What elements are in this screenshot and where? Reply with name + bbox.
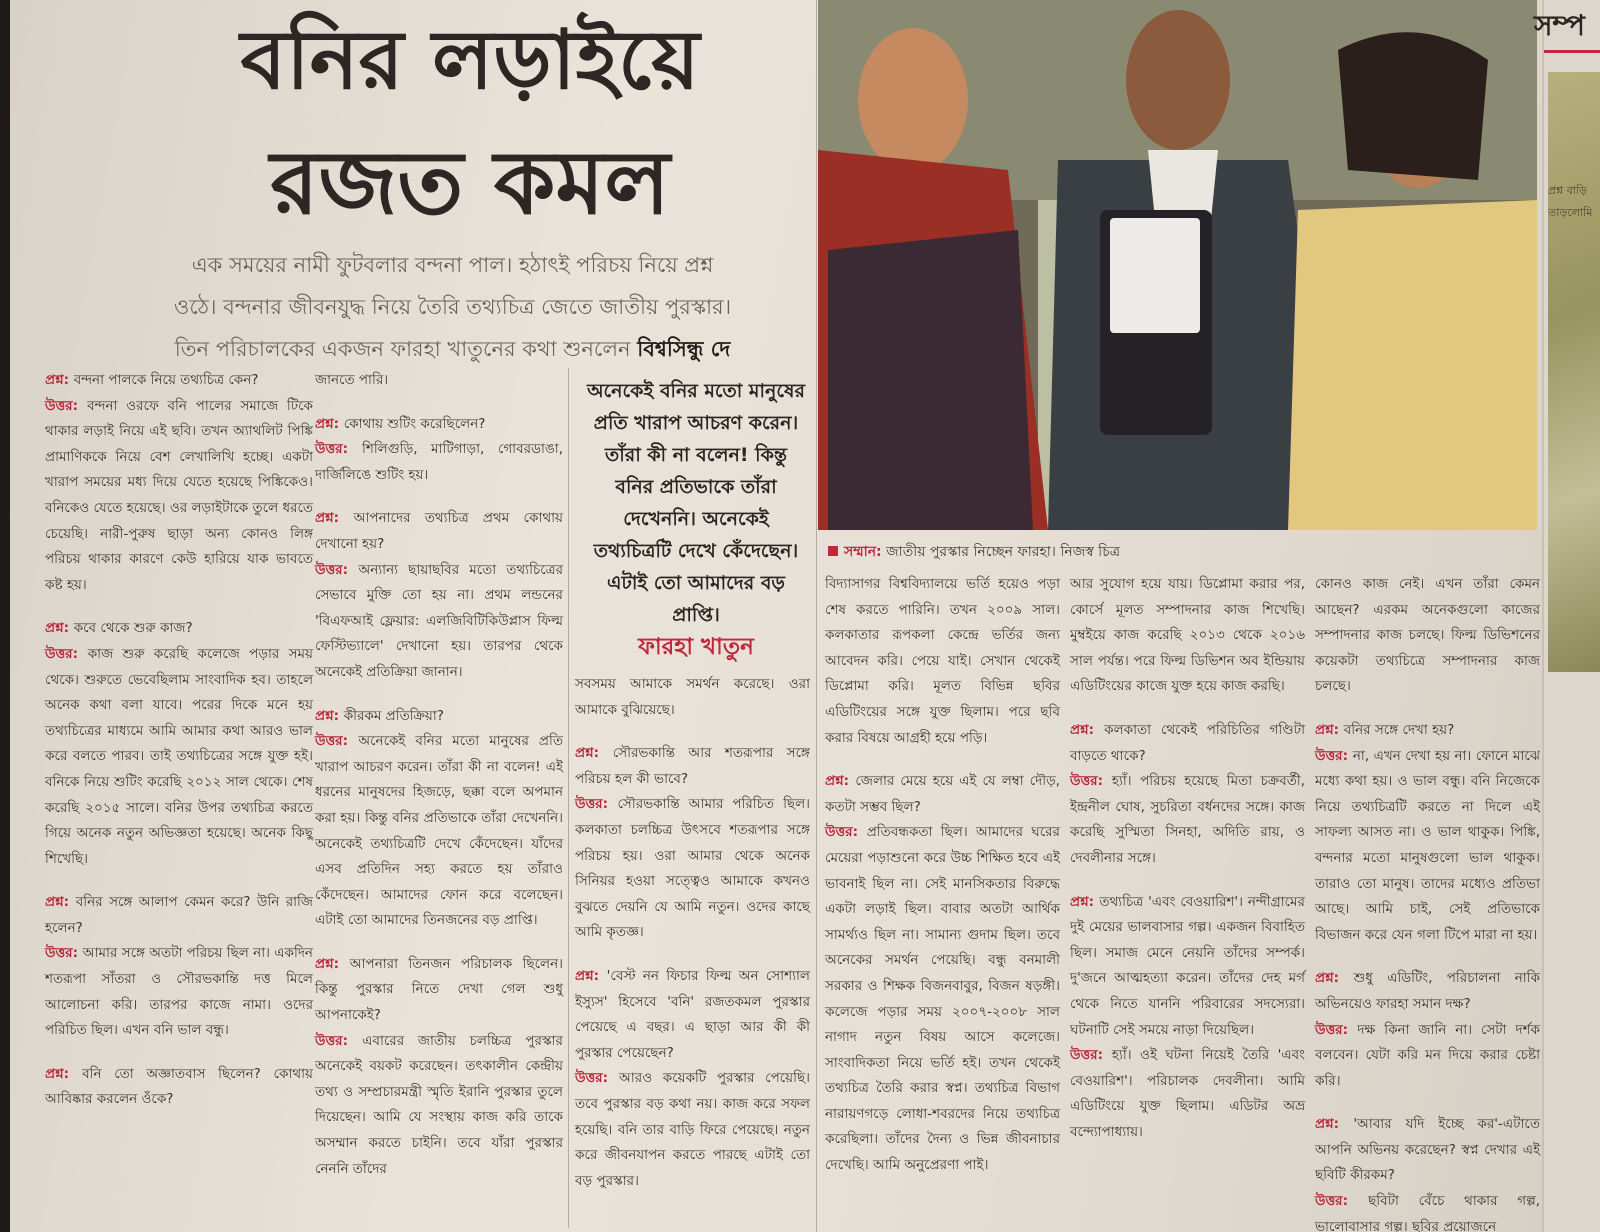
qa-paragraph	[315, 368, 563, 394]
qa-paragraph	[45, 616, 313, 872]
question-text: কোথায় শুটিং করেছিলেন?	[343, 415, 486, 432]
question-label: প্রশ্ন:	[315, 415, 344, 432]
answer-label: উত্তর:	[315, 561, 359, 578]
award-photo-image	[818, 0, 1537, 530]
headline	[125, 5, 815, 241]
photo-caption	[828, 540, 1528, 564]
deck-line-3	[90, 328, 815, 370]
qa-paragraph	[1070, 572, 1305, 700]
qa-paragraph	[315, 412, 563, 489]
body-text: জানতে পারি।	[315, 372, 389, 388]
qa-paragraph	[1315, 1112, 1540, 1232]
answer-label: উত্তর:	[575, 1070, 620, 1087]
answer-label: উত্তর:	[45, 945, 83, 962]
question-label: প্রশ্ন:	[45, 894, 76, 911]
answer-label: উত্তর:	[1070, 773, 1112, 790]
question-text: কবে থেকে শুরু কাজ?	[73, 620, 193, 637]
question-label: প্রশ্ন:	[1315, 970, 1354, 987]
deck-intro	[90, 244, 815, 370]
pull-quote: অনেকেই বনির মতো মানুষের প্রতি খারাপ আচরণ করেন। তাঁরা কী না বলেন! কিন্তু বনির প্রতিভাকে তাঁরা দেখেননি। অনেকেই তথ্যচিত্রটি দেখে কেঁদেছেন। এটাই তো আমাদের বড় প্রাপ্তি।	[587, 380, 805, 626]
caption-text: জাতীয় পুরস্কার নিচ্ছেন ফারহা। নিজস্ব চিত্র	[886, 544, 1121, 560]
answer-text: আরও কয়েকটি পুরস্কার পেয়েছি। তবে পুরস্কার বড় কথা নয়। কাজ করে সফল হয়েছি। বনি তার বাড়ি ফিরে পেয়েছে। নতুন করে জীবনযাপন করতে পারছে এটাই তো বড় পুরস্কার।	[575, 1070, 811, 1189]
qa-paragraph	[575, 964, 810, 1194]
question-label: প্রশ্ন:	[1315, 1116, 1354, 1133]
adjacent-text: প্রশ্ন বাড়ি তাড়লোমি	[1548, 184, 1593, 219]
answer-text: দক্ষ কিনা জানি না। সেটা দর্শক বলবেন। যেটা করি মন দিয়ে করার চেষ্টা করি।	[1315, 1021, 1541, 1089]
newspaper-page	[10, 0, 1600, 1232]
question-label: প্রশ্ন:	[825, 773, 856, 790]
answer-text: অনেকেই বনির মতো মানুষের প্রতি খারাপ আচরণ করেন। তাঁরা কী না বলেন! এই ধরনের মানুষদের হিজড়ে, ছক্কা বলে অপমান করা হয়। কিন্তু বনির প্রতিভাকে তাঁরা দেখেননি। অনেকেই তথ্যচিত্রটি দেখে কেঁদেছেন। যাঁদের এসব প্রতিদিন সহ্য করতে হয় তাঁরাও কেঁদেছেন। আমাদের ফোন করে বলেছেন। এটাই তো আমাদের তিনজনের বড় প্রাপ্তি।	[315, 733, 564, 929]
qa-paragraph	[575, 672, 810, 723]
qa-paragraph	[315, 952, 563, 1182]
qa-paragraph	[45, 890, 313, 1044]
question-label: প্রশ্ন:	[1315, 721, 1344, 738]
question-text: বনির সঙ্গে দেখা হয়?	[1343, 721, 1455, 738]
body-text: কোনও কাজ নেই। এখন তাঁরা কেমন আছেন? এরকম অনেকগুলো কাজের সম্পাদনার কাজ চলছে। ফিল্ম ডিভিশনের কয়েকটা তথ্যচিত্রে সম্পাদনার কাজ চলছে।	[1315, 576, 1540, 695]
answer-text: প্রতিবন্ধকতা ছিল। আমাদের ঘরের মেয়েরা পড়াশুনো করে উচ্চ শিক্ষিত হবে এই ভাবনাই ছিল না। সেই মানসিকতার বিরুদ্ধে একটা লড়াই ছিল। বাবার অতটা আর্থিক সামর্থ্যও ছিল না। সামান্য গুদাম ছিল। তবে অনেকের সমর্থন পেয়েছি। বন্ধু বনমালী সরকার ও শিক্ষক বিজনবাবুর, বিজন ষড়ঙ্গী। কলেজে পড়ার সময় ২০০৭-২০০৮ সাল নাগাদ নতুন বিষয় আসে কলেজে। সাংবাদিকতা নিয়ে ভর্তি হই। তখন থেকেই তথ্যচিত্র তৈরি করার স্বপ্ন। তথ্যচিত্র বিভাগ নারায়ণগড়ে লোধা-শবরদের নিয়ে তথ্যচিত্র করেছিলা। তাঁদের দৈন্য ও ভিন্ন জীবনাচার দেখেছি। আমি অনুপ্রেরণা পাই।	[825, 824, 1060, 1174]
body-text: বিদ্যাসাগর বিশ্ববিদ্যালয়ে ভর্তি হয়েও পড়া শেষ করতে পারিনি। তখন ২০০৯ সাল। কলকাতার রূপকলা কেন্দ্রে ভর্তির জন্য আবেদন করি। পেয়ে যাই। সেখান থেকেই ডিপ্লোমা করি। মূলত বিভিন্ন ছবির এডিটিংয়ের সঙ্গে যুক্ত ছিলাম। পরে ছবি করার বিষয়ে আগ্রহী হয়ে পড়ি।	[825, 576, 1060, 746]
article-column-5	[1070, 572, 1305, 1163]
byline: বিশ্বসিন্ধু দে	[637, 337, 731, 361]
article-column-4	[825, 572, 1060, 1197]
answer-text: বন্দনা ওরফে বনি পালের সমাজে টিকে থাকার লড়াই নিয়ে এই ছবি। তখন অ্যাথলিট পিঙ্কি প্রামাণিককে নিয়ে বেশ লেখালিখি হচ্ছে। একটা খারাপ সময়ের মধ্য দিয়ে যেতে হয়েছে পিঙ্কিকেও। বনিকেও যেতে হয়েছে। ওর লড়াইটাকে তুলে ধরতে চেয়েছি। নারী-পুরুষ ছাড়া অন্য কোনও লিঙ্গ পরিচয় থাকার কারণে কেউ হারিয়ে যাক ভাবতে কষ্ট হয়।	[45, 397, 313, 593]
qa-paragraph	[1315, 966, 1540, 1094]
question-text: কীরকম প্রতিক্রিয়া?	[343, 707, 444, 724]
question-label: প্রশ্ন:	[575, 967, 607, 984]
question-text: 'বেস্ট নন ফিচার ফিল্ম অন সোশ্যাল ইস্যুস' হিসেবে 'বনি' রজতকমল পুরস্কার পেয়েছে এ বছর। এ ছাড়া আর কী কী পুরস্কার পেয়েছেন?	[575, 967, 810, 1061]
headline-line-2: রজত কমল	[270, 131, 670, 234]
award-photo	[818, 0, 1537, 530]
adjacent-headline: সম্প	[1534, 9, 1585, 42]
answer-text: শিলিগুড়ি, মাটিগাড়া, গোবরডাঙা, দার্জিলিঙে শুটিং হয়।	[315, 441, 563, 483]
answer-label: উত্তর:	[1070, 1047, 1112, 1064]
answer-label: উত্তর:	[1315, 1193, 1369, 1210]
qa-paragraph	[1070, 890, 1305, 1146]
answer-label: উত্তর:	[1315, 747, 1353, 764]
answer-text: কাজ শুরু করেছি কলেজে পড়ার সময় থেকে। শুরুতে ভেবেছিলাম সাংবাদিক হব। তাহলে অনেক কথা বলা যাবে। পরের দিকে মনে হয় তথ্যচিত্রের মাধ্যমে আমি আমার কথা আরও ভাল করে বলতে পারব। তাই তথ্যচিত্রের সঙ্গে যুক্ত হই। বনিকে নিয়ে শুটিং করেছি ২০১২ সাল থেকে। শেষ করেছি ২০১৫ সালে। বনির উপর তথ্যচিত্র করতে গিয়ে অনেক নতুন অভিজ্ঞতা হয়েছে। অনেক কিছু শিখেছি।	[45, 645, 314, 867]
question-label: প্রশ্ন:	[575, 745, 613, 762]
answer-text: আমার সঙ্গে অতটা পরিচয় ছিল না। একদিন শতরূপা সাঁতরা ও সৌরভকান্তি দত্ত মিলে আলোচনা করি। তারপর কাজে নামা। ওদের পরিচিত ছিল। এখন বনি ভাল বন্ধু।	[45, 945, 313, 1039]
question-label: প্রশ্ন:	[1070, 893, 1100, 910]
question-text: বনি তো অজ্ঞাতবাস ছিলেন? কোথায় আবিষ্কার করলেন ওঁকে?	[45, 1065, 313, 1108]
answer-text: সৌরভকান্তি আমার পরিচিত ছিল। কলকাতা চলচ্চিত্র উৎসবে শতরূপার সঙ্গে পরিচয় হয়। ওরা আমার থেকে অনেক সিনিয়র হওয়া সত্ত্বেও আমাকে কখনও বুঝতে দেয়নি যে আমি নতুন। ওদের কাছে আমি কৃতজ্ঞ।	[575, 796, 811, 941]
question-label: প্রশ্ন:	[45, 372, 74, 388]
answer-label: উত্তর:	[575, 796, 618, 813]
question-label: প্রশ্ন:	[315, 510, 354, 527]
answer-label: উত্তর:	[315, 1032, 363, 1049]
deck-line-1: এক সময়ের নামী ফুটবলার বন্দনা পাল। হঠাৎই পরিচয় নিয়ে প্রশ্ন	[191, 253, 714, 277]
qa-paragraph	[45, 368, 313, 598]
answer-text: হ্যাঁ। পরিচয় হয়েছে মিতা চক্রবর্তী, ইন্দ্রনীল ঘোষ, সুচরিতা বর্ধনদের সঙ্গে। কাজ করেছি সুস্মিতা সিনহা, অদিতি রায়, ও দেবলীনার সঙ্গে।	[1070, 773, 1306, 866]
answer-label: উত্তর:	[45, 397, 88, 414]
answer-text: এবারের জাতীয় চলচ্চিত্র পুরস্কার অনেকেই বয়কট করেছেন। তৎকালীন কেন্দ্রীয় তথ্য ও সম্প্রচারমন্ত্রী স্মৃতি ইরানি পুরস্কার তুলে দিয়েছেন। আমি যে সংস্থায় কাজ করি তাকে অসম্মান করতে চাইনি। তবে যাঁরা পুরস্কার নেননি তাঁদের	[315, 1032, 563, 1177]
body-text: আর সুযোগ হয়ে যায়। ডিপ্লোমা করার পর, কোর্সে মূলত সম্পাদনার কাজ শিখেছি। মুম্বইয়ে কাজ করেছি ২০১৩ থেকে ২০১৬ সাল পর্যন্ত। পরে ফিল্ম ডিভিশন অব ইন্ডিয়ায় এডিটিংয়ের কাজে যুক্ত হয়ে কাজ করছি।	[1070, 576, 1305, 695]
column-rule	[816, 0, 817, 1232]
answer-text: ছবিটা বেঁচে থাকার গল্প, ভালোবাসার গল্প। ছবির প্রয়োজনে	[1315, 1193, 1541, 1232]
question-text: আপনাদের তথ্যচিত্র প্রথম কোথায় দেখানো হয়?	[315, 510, 563, 552]
question-text: বনির সঙ্গে আলাপ কেমন করে? উনি রাজি হলেন?	[45, 894, 313, 936]
answer-text: না, এখন দেখা হয় না। ফোনে মাঝে মধ্যে কথা হয়। ও ভাল বন্ধু। বনি নিজেকে নিয়ে তথ্যচিত্রটি করতে না দিলে এই সাফল্য আসত না। ও ভাল থাকুক। পিঙ্কি, বন্দনার মতো মানুষগুলো ভাল থাকুক। তারাও তো মানুষ। তাদের মধ্যেও প্রতিভা আছে। আমি চাই, সেই প্রতিভাকে বিভাজন করে যেন গলা টিপে মারা না হয়।	[1315, 747, 1540, 943]
deck-line-3-text: তিন পরিচালকের একজন ফারহা খাতুনের কথা শুনলেন	[174, 337, 631, 361]
column-rule	[568, 368, 569, 1228]
headline-line-1: বনির লড়াইয়ে	[240, 13, 700, 108]
qa-paragraph	[45, 1062, 313, 1113]
deck-line-2: ওঠে। বন্দনার জীবনযুদ্ধ নিয়ে তৈরি তথ্যচিত্র জেতে জাতীয় পুরস্কার।	[173, 295, 732, 319]
answer-label: উত্তর:	[315, 733, 359, 750]
article-column-1	[45, 368, 313, 1131]
question-text: তথ্যচিত্র 'এবং বেওয়ারিশ'। নন্দীগ্রামের দুই মেয়ের ভালবাসার গল্প। একজন বিবাহিত ছিল। সমাজ মেনে নেয়নি তাঁদের সম্পর্ক। দু'জনে আত্মহত্যা করেন। তাঁদের দেহ মর্গ থেকে নিতে যাননি পরিবারের সদস্যেরা। ঘটনাটি সেই সময়ে নাড়া দিয়েছিল।	[1070, 893, 1305, 1038]
question-label: প্রশ্ন:	[1070, 721, 1105, 738]
qa-paragraph	[825, 769, 1060, 1179]
qa-paragraph	[1070, 718, 1305, 872]
adjacent-rule	[1544, 50, 1600, 53]
article-column-6	[1315, 572, 1540, 1232]
question-text: জেলার মেয়ে হয়ে এই যে লম্বা দৌড়, কতটা সম্ভব ছিল?	[825, 773, 1060, 815]
caption-bullet-icon	[828, 546, 838, 556]
qa-paragraph	[1315, 572, 1540, 700]
answer-label: উত্তর:	[45, 645, 88, 662]
question-label: প্রশ্ন:	[45, 1065, 83, 1082]
qa-paragraph	[1315, 718, 1540, 948]
answer-label: উত্তর:	[825, 824, 867, 841]
question-label: প্রশ্ন:	[45, 620, 74, 637]
article-column-2	[315, 368, 563, 1200]
adjacent-article	[1534, 0, 1600, 1232]
answer-label: উত্তর:	[1315, 1021, 1358, 1038]
question-text: কলকাতা থেকেই পরিচিতির গণ্ডিটা বাড়তে থাকে?	[1070, 721, 1305, 764]
caption-label: সম্মান:	[844, 544, 882, 560]
pull-quote-name: ফারহা খাতুন	[638, 634, 754, 660]
qa-paragraph	[575, 741, 810, 946]
answer-label: উত্তর:	[315, 441, 362, 458]
question-text: আপনারা তিনজন পরিচালক ছিলেন। কিন্তু পুরস্কার নিতে দেখা গেল শুধু আপনাকেই?	[315, 955, 563, 1024]
question-label: প্রশ্ন:	[315, 955, 350, 972]
question-label: প্রশ্ন:	[315, 707, 344, 724]
question-text: বন্দনা পালকে নিয়ে তথ্যচিত্র কেন?	[73, 372, 259, 388]
question-text: শুধু এডিটিং, পরিচালনা নাকি অভিনয়েও ফারহা সমান দক্ষ?	[1315, 970, 1540, 1012]
qa-paragraph	[315, 704, 563, 934]
qa-paragraph	[315, 506, 563, 685]
article-column-3	[575, 672, 810, 1212]
answer-text: হ্যাঁ। ওই ঘটনা নিয়েই তৈরি 'এবং বেওয়ারিশ'। পরিচালক দেবলীনা। আমি এডিটিংয়ে যুক্ত ছিলাম। এডিটর অভ্র বন্দ্যোপাধ্যায়।	[1070, 1047, 1305, 1140]
answer-text: অন্যান্য ছায়াছবির মতো তথ্যচিত্রের সেভাবে মুক্তি তো হয় না। প্রথম লন্ডনের 'বিএফআই ফ্লেয়ার: এলজিবিটিকিউপ্লাস ফিল্ম ফেস্টিভ্যালে' দেখানো হয়। তারপর থেকে অনেকেই প্রতিক্রিয়া জানান।	[315, 561, 563, 680]
adjacent-photo	[1548, 72, 1600, 672]
body-text: সবসময় আমাকে সমর্থন করেছে। ওরা আমাকে বুঝিয়েছে।	[575, 676, 810, 718]
question-text: সৌরভকান্তি আর শতরূপার সঙ্গে পরিচয় হল কী ভাবে?	[575, 745, 810, 787]
qa-paragraph	[825, 572, 1060, 751]
question-text: 'আবার যদি ইচ্ছে কর'-এটাতে আপনি অভিনয় করেছেন? স্বপ্ন দেখার এই ছবিটি কীরকম?	[1315, 1116, 1540, 1184]
